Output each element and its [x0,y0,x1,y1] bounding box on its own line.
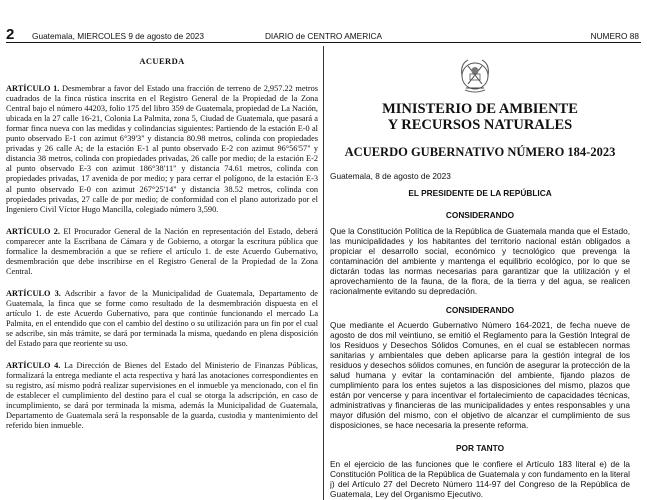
newspaper-name: DIARIO de CENTRO AMERICA [264,31,383,41]
acuerda-heading: ACUERDA [139,56,185,66]
left-column [6,50,318,500]
article-1-text: Desmembrar a favor del Estado una fracción de terreno de 2,957.22 metros cuadrados de la finca rústica inscrita en el Registro General de la Propiedad de la Zona Central bajo el número 44203, folio 175 del libro 359 de Guatemala, propiedad de La Nación, ubicada en la 27 calle 16-21, Colonia La Palmita, zona 5, Ciudad de Guatemala, que pasará a formar finca nueva con las medidas y colindancias siguientes: Partiendo de la estación E-0 al punto observado E-1 con azimut 6°39'3" y distancia 80.98 metros, colinda con propiedades privadas y 26 calle A; de la estación E-1 al punto observado E-2 con azimut 96°56'57" y distancia 38 metros, colinda con propiedades privadas, 26 calle por medio; de la estación E-2 al punto observado E-3 con azimut 186°38'11" y distancia 74.61 metros, colinda con propiedades privadas, 17 avenida de por medio; y para cerrar el polígono, de la estación E-3 al punto observado E-0 con azimut 267°25'14" y distancia 38.52 metros, colinda con propiedades privadas, 27 calle de por medio; de conformidad con el plano autorizado por el Ingeniero Civil Víctor Hugo Mancilla, colegiado número 3,590. [6,84,318,214]
article-2 [6,227,318,277]
agreement-title: ACUERDO GUBERNATIVO NÚMERO 184-2023 [344,145,616,159]
considerando-heading-1: CONSIDERANDO [445,210,515,220]
article-4-label: ARTÍCULO 4. [6,361,61,371]
article-3 [6,289,318,349]
coat-of-arms-icon [456,54,494,94]
considerando-paragraph-2: Que mediante el Acuerdo Gubernativo Número 164-2021, de fecha nueve de agosto de dos mil veintiuno, se emitió el Reglamento para la Gestión Integral de los Residuos y Desechos Sólidos Comunes, en el cual se establecen normas sanitarias y ambientales que deben aplicarse para la gestión integral de los residuos y desechos sólidos comunes, en función de asegurar la protección de la salud humana y evitar la contaminación del ambiente, fijando plazos de cumplimiento para los entes sujetos a las disposiciones del mismo, plazos que están por vencerse y para incentivar el fortalecimiento de capacidades técnicas, administrativas y financieras de las municipalidades y entes responsables y una mayor difusión del mismo, con el objetivo de alcanzar el cumplimiento de sus disposiciones, se hace necesaria la presente reforma. [330,320,630,431]
portanto-heading: POR TANTO [455,443,505,453]
article-1-label: ARTÍCULO 1. [6,84,60,94]
article-2-label: ARTÍCULO 2. [6,226,60,236]
page-number: 2 [6,26,15,43]
considerando-paragraph-1: Que la Constitución Política de la República de Guatemala manda que el Estado, las municipalidades y los habitantes del territorio nacional están obligados a propiciar el desarrollo social, económico y tecnológico que prevenga la contaminación del ambiente y mantenga el equilibrio ecológico, por lo que se dictarán todas las normas necesarias para garantizar que la utilización y el aprovechamiento de la fauna, de la flora, de la tierra y del agua, se realicen racionalmente evitando su depredación. [330,226,630,297]
issue-number: NUMERO 88 [590,31,639,41]
ministry-line-2: Y RECURSOS NATURALES [387,117,573,133]
article-4-text: La Dirección de Bienes del Estado del Ministerio de Finanzas Públicas, formalizará la entrega mediante el acta respectiva y hará las anotaciones correspondientes en su registro, así mismo podrá realizar supervisiones en el inmueble ya mencionado, con el fin de establecer el cumplimiento del destino para el cual se otorga la adscripción, en caso de incumplimiento, se dará por terminada la misma, además la Municipalidad de Guatemala, Departamento de Guatemala será la responsable de la guarda, custodia y mantenimiento del referido bien inmueble. [6,361,318,431]
header-place-date: Guatemala, MIERCOLES 9 de agosto de 2023 [32,31,205,41]
header-rule [6,42,641,43]
ministry-line-1: MINISTERIO DE AMBIENTE [382,101,578,117]
article-3-label: ARTÍCULO 3. [6,288,61,298]
article-1 [6,84,318,215]
right-column [330,50,640,500]
article-4 [6,361,318,431]
considerando-heading-2: CONSIDERANDO [445,305,515,315]
article-3-text: Adscribir a favor de la Municipalidad de Guatemala, Departamento de Guatemala, la finca que se forme como resultado de la desmembración dispuesta en el artículo 1. de este Acuerdo Gubernativo, para que continúe funcionando el mercado La Palmita, en el entendido que con el cambio del destino o su utilización para un fin por el cual se adscribe, sin más trámite, se dará por terminada la misma, quedando en plena disposición del Estado para que reoriente su uso. [6,288,318,349]
article-2-text: El Procurador General de la Nación en representación del Estado, deberá comparecer ante la Escribana de Cámara y de Gobierno, a otorgar la escritura pública que formalice la desmembración a que se refiere el artículo 1. de este Acuerdo Gubernativo, desmembración que debe inscribirse en el Registro General de la Propiedad de la Zona Central. [6,226,318,276]
president-heading: EL PRESIDENTE DE LA REPÚBLICA [408,188,552,198]
column-divider [323,46,324,500]
agreement-date: Guatemala, 8 de agosto de 2023 [330,171,451,181]
portanto-paragraph: En el ejercicio de las funciones que le confiere el Artículo 183 literal e) de la Constitución Política de la República de Guatemala y con fundamento en la literal j) del Artículo 27 del Decreto Número 114-97 del Congreso de la República de Guatemala, Ley del Organismo Ejecutivo. [330,459,630,500]
ministry-title [330,101,630,133]
page-header [0,0,647,43]
